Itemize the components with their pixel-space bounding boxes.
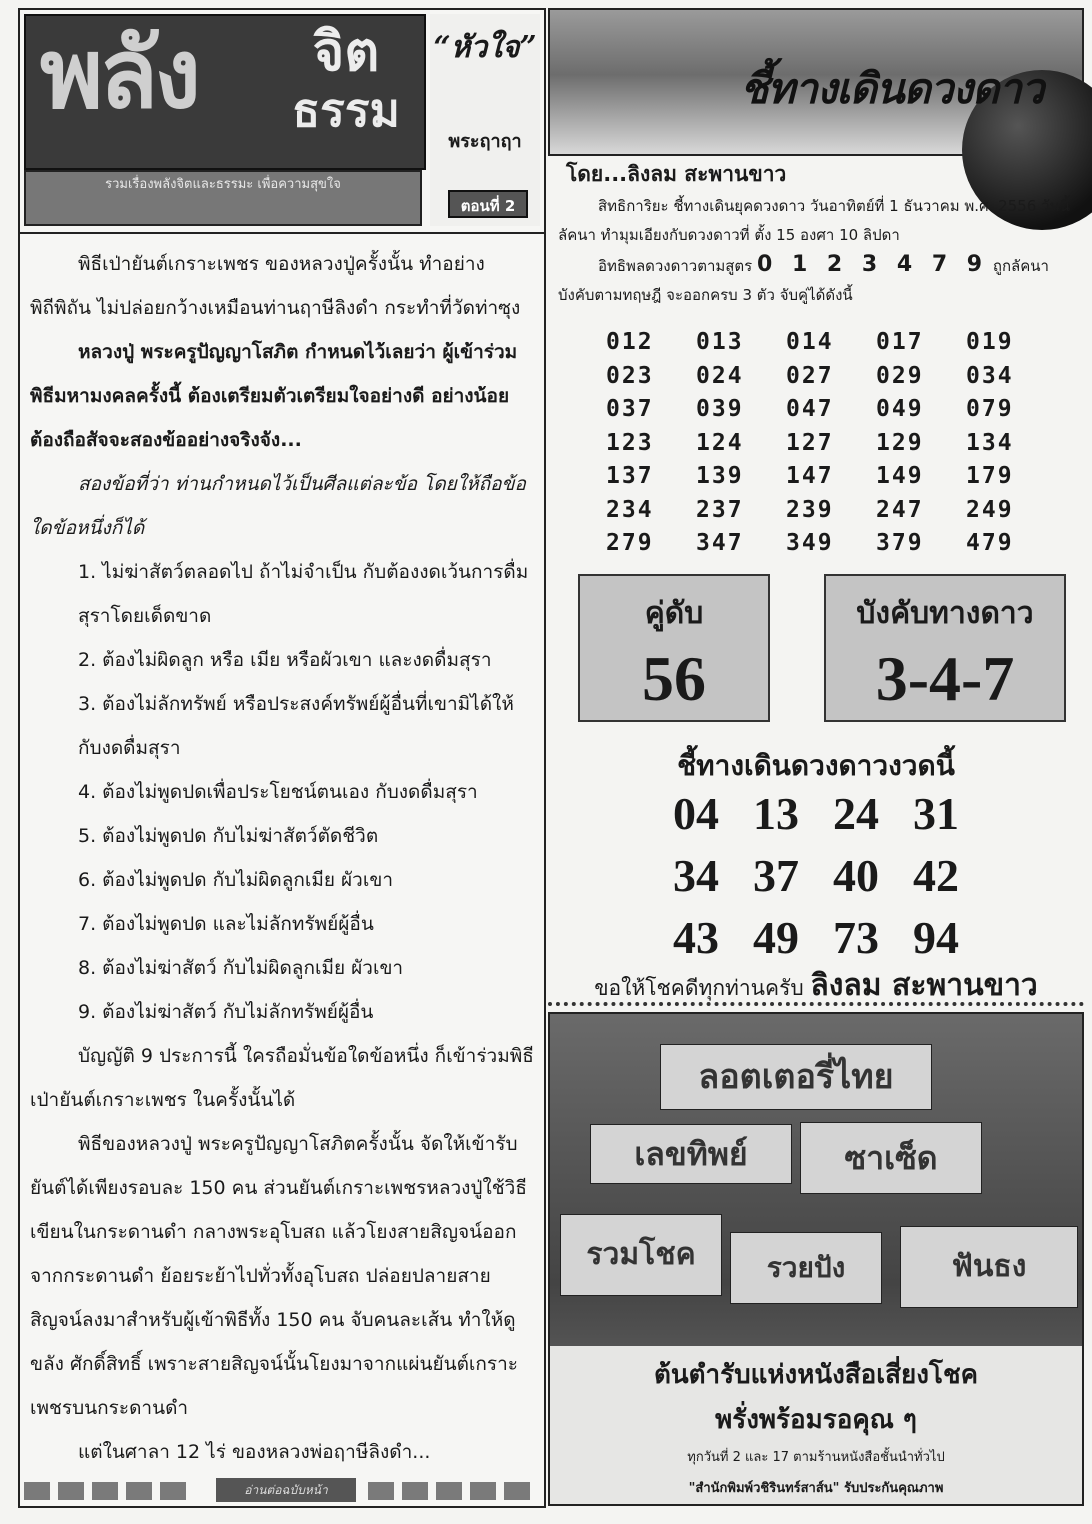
pair-number: 42 (913, 850, 959, 901)
paragraph: แต่ในศาลา 12 ไร่ ของหลวงพ่อฤาษีลิงดำ... (78, 1441, 431, 1463)
decor-square (58, 1482, 84, 1500)
pair-value: 56 (642, 643, 706, 714)
rule-item: 1. ไม่ฆ่าสัตว์ตลอดไป ถ้าไม่จำเป็น กับต้องงดเว้นการดื่มสุราโดยเด็ดขาด (78, 561, 529, 627)
logo-tagline: รวมเรื่องพลังจิตและธรรมะ เพื่อความสุขใจ (24, 170, 422, 226)
triple-number: 123 (606, 429, 654, 456)
rule-item: 2. ต้องไม่ผิดลูก หรือ เมีย หรือผัวเขา และงดดื่มสุรา (78, 649, 492, 671)
triple-number: 127 (786, 429, 834, 456)
intro-formula-tail: ถูกลัคนาบังคับตามทฤษฎี จะออกครบ 3 ตัว จับคู่ได้ดังนี้ (558, 257, 1049, 304)
triple-number: 034 (966, 362, 1014, 389)
logo-title: พลัง (40, 17, 197, 130)
decor-square (24, 1482, 50, 1500)
luck-name: ลิงลม สะพานขาว (810, 968, 1038, 1003)
decor-square (402, 1482, 428, 1500)
pair-label: คู่ดับ (644, 596, 704, 631)
rule-item: 3. ต้องไม่ลักทรัพย์ หรือประสงค์ทรัพย์ผู้อื่นที่เขามิได้ให้ กับงดดื่มสุรา (78, 693, 514, 759)
intro-formula-label: อิทธิพลดวงดาวตามสูตร (598, 257, 753, 275)
triple-number: 017 (876, 329, 924, 355)
newspaper-cover: ลอตเตอรี่ไทย (660, 1044, 932, 1110)
triple-number: 024 (696, 362, 744, 389)
column-title: “หัวใจ” (433, 30, 537, 65)
decor-square (92, 1482, 118, 1500)
rule-item: 4. ต้องไม่พูดปดเพื่อประโยชน์ตนเอง กับงดดื่มสุรา (78, 781, 478, 803)
triple-number: 137 (606, 463, 654, 489)
triple-number: 239 (786, 496, 834, 523)
paragraph: พิธีเป่ายันต์เกราะเพชร ของหลวงปู่ครั้งนั้น ทำอย่างพิถีพิถัน ไม่ปล่อยกว้างเหมือนท่านฤาษีลิงดำ กระทำที่วัดท่าซุง (30, 253, 521, 319)
pair-number: 40 (833, 850, 879, 901)
triple-number: 347 (696, 530, 744, 556)
pair-number: 13 (753, 788, 799, 839)
episode-badge: ตอนที่ 2 (448, 190, 528, 218)
rule-item: 8. ต้องไม่ฆ่าสัตว์ กับไม่ผิดลูกเมีย ผัวเขา (78, 957, 404, 979)
intro-text: สิทธิการิยะ ชี้ทางเดินยุคดวงดาว วันอาทิตย์ที่ 1 ธันวาคม พ.ศ. 2556 วันนี้ลัคนา ทำมุมเอียงกับดวงดาวที่ ตั้ง 15 องศา 10 ลิปดา (558, 197, 1071, 244)
ad-footer (550, 1346, 1082, 1504)
force-value: 3-4-7 (875, 643, 1015, 714)
triple-number: 237 (696, 496, 744, 523)
formula-digits: 0 1 2 3 4 7 9 (757, 252, 989, 277)
triple-number: 124 (696, 429, 744, 456)
paragraph: หลวงปู่ พระครูปัญญาโสภิต กำหนดไว้เลยว่า ผู้เข้าร่วมพิธีมหามงคลครั้งนี้ ต้องเตรียมตัวเตรียมใจอย่างดี อย่างน้อยต้องถือสัจจะสองข้ออย่างจริงจัง... (30, 341, 518, 451)
pair-number: 94 (913, 912, 959, 963)
decor-square (470, 1482, 496, 1500)
pair-number: 73 (833, 912, 879, 963)
paragraph: สองข้อที่ว่า ท่านกำหนดไว้เป็นศีลแต่ละข้อ โดยให้ถือข้อใดข้อหนึ่งก็ได้ (30, 473, 526, 539)
paragraph: พิธีของหลวงปู่ พระครูปัญญาโสภิตครั้งนั้น จัดให้เข้ารับยันต์ได้เพียงรอบละ 150 คน ส่วนยันต์เกราะเพชรหลวงปู่ใช้วิธีเขียนในกระดานดำ กลางพระอุโบสถ แล้วโยงสายสิญจน์ออกจากกระดานดำ ย้อยระย้าไปทั่วทั้งอุโบสถ ปล่อยปลายสายสิญจน์ลงมาสำหรับผู้เข้าพิธีทั้ง 150 คน จับคนละเส้น ทำให้ดูขลัง ศักดิ์สิทธิ์ เพราะสายสิญจน์นั้นโยงมาจากแผ่นยันต์เกราะเพชรบนกระดานดำ (30, 1133, 527, 1419)
pair-number: 24 (833, 788, 879, 839)
astro-title: ชี้ทางเดินดวงดาว (740, 64, 1044, 113)
triple-number: 014 (786, 329, 834, 355)
ad-line-3: ทุกวันที่ 2 และ 17 ตามร้านหนังสือชั้นนำทั่วไป (687, 1450, 945, 1465)
triple-number: 279 (606, 530, 654, 556)
luck-text: ขอให้โชคดีทุกท่านครับ (594, 976, 804, 1000)
newspaper-cover: ฟันธง (900, 1226, 1078, 1308)
decor-square (436, 1482, 462, 1500)
force-label: บังคับทางดาว (856, 596, 1034, 631)
triple-number: 029 (876, 362, 924, 389)
newspaper-cover: เลขทิพย์ (590, 1124, 792, 1184)
triple-number: 047 (786, 396, 834, 422)
column-author: พระฤาฤา (448, 131, 522, 152)
triple-number: 147 (786, 463, 834, 489)
newspaper-cover: รวมโชค (560, 1214, 722, 1296)
paragraph: บัญญัติ 9 ประการนี้ ใครถือมั่นข้อใดข้อหนึ่ง ก็เข้าร่วมพิธีเป่ายันต์เกราะเพชร ในครั้งนั้นได้ (30, 1045, 534, 1111)
decor-square (160, 1482, 186, 1500)
logo-subtitle-2: ธรรม (292, 83, 400, 137)
triple-number: 134 (966, 429, 1014, 456)
triple-number: 479 (966, 530, 1014, 556)
triple-number: 349 (786, 530, 834, 556)
continued-footer (20, 1478, 544, 1502)
triple-number: 037 (606, 396, 654, 422)
logo-subtitle-1: จิต (312, 20, 380, 83)
astro-intro (558, 192, 1078, 310)
column-header (20, 10, 544, 234)
triple-number: 379 (876, 530, 924, 556)
triple-number: 012 (606, 329, 654, 355)
pair-number: 34 (673, 850, 719, 901)
pair-number: 43 (673, 912, 719, 963)
astro-header (548, 8, 1084, 156)
rule-item: 6. ต้องไม่พูดปด กับไม่ผิดลูกเมีย ผัวเขา (78, 869, 393, 891)
rule-item: 7. ต้องไม่พูดปด และไม่ลักทรัพย์ผู้อื่น (78, 913, 374, 935)
rule-item: 9. ต้องไม่ฆ่าสัตว์ กับไม่ลักทรัพย์ผู้อื่น (78, 1001, 374, 1023)
ad-line-4: "สำนักพิมพ์วชิรินทร์สาส์น" รับประกันคุณภาพ (688, 1481, 944, 1496)
pair-number: 04 (673, 788, 719, 839)
triple-number: 129 (876, 429, 924, 456)
pair-box (578, 574, 770, 722)
pair-number-grid (656, 784, 976, 968)
triple-number: 179 (966, 463, 1014, 489)
triple-number: 027 (786, 362, 834, 389)
triple-number: 049 (876, 396, 924, 422)
pair-number: 31 (913, 788, 959, 839)
dotted-divider (548, 1002, 1084, 1006)
byline: โดย...ลิงลม สะพานขาว (566, 162, 787, 186)
triple-number: 249 (966, 496, 1014, 523)
pair-number: 37 (753, 850, 799, 901)
force-box (824, 574, 1066, 722)
triple-number: 039 (696, 396, 744, 422)
triple-number: 247 (876, 496, 924, 523)
column-title-box (430, 14, 540, 226)
ad-line-2: พรั่งพร้อมรอคุณ ๆ (715, 1405, 917, 1435)
triple-number: 139 (696, 463, 744, 489)
pairs-heading: ชี้ทางเดินดวงดาวงวดนี้ (677, 749, 955, 782)
column-logo (24, 14, 426, 170)
intro-formula (558, 250, 1078, 310)
triple-number: 079 (966, 396, 1014, 422)
ad-line-1: ต้นตำรับแห่งหนังสือเสี่ยงโชค (654, 1360, 978, 1390)
triple-number: 013 (696, 329, 744, 355)
advertisement (548, 1012, 1084, 1506)
pair-number: 49 (753, 912, 799, 963)
newspaper-cover: รวยปัง (730, 1232, 882, 1304)
newspaper-cover: ซาเซ็ด (800, 1122, 982, 1194)
decor-square (126, 1482, 152, 1500)
triple-number: 234 (606, 496, 654, 523)
triple-number-grid (606, 328, 1056, 559)
continued-label: อ่านต่อฉบับหน้า (216, 1478, 356, 1502)
rule-item: 5. ต้องไม่พูดปด กับไม่ฆ่าสัตว์ตัดชีวิต (78, 825, 379, 847)
article-body (30, 242, 538, 1474)
decor-square (368, 1482, 394, 1500)
triple-number: 023 (606, 362, 654, 389)
decor-square (504, 1482, 530, 1500)
triple-number: 019 (966, 329, 1014, 355)
triple-number: 149 (876, 463, 924, 489)
left-column (18, 8, 546, 1508)
right-column (548, 8, 1084, 1508)
